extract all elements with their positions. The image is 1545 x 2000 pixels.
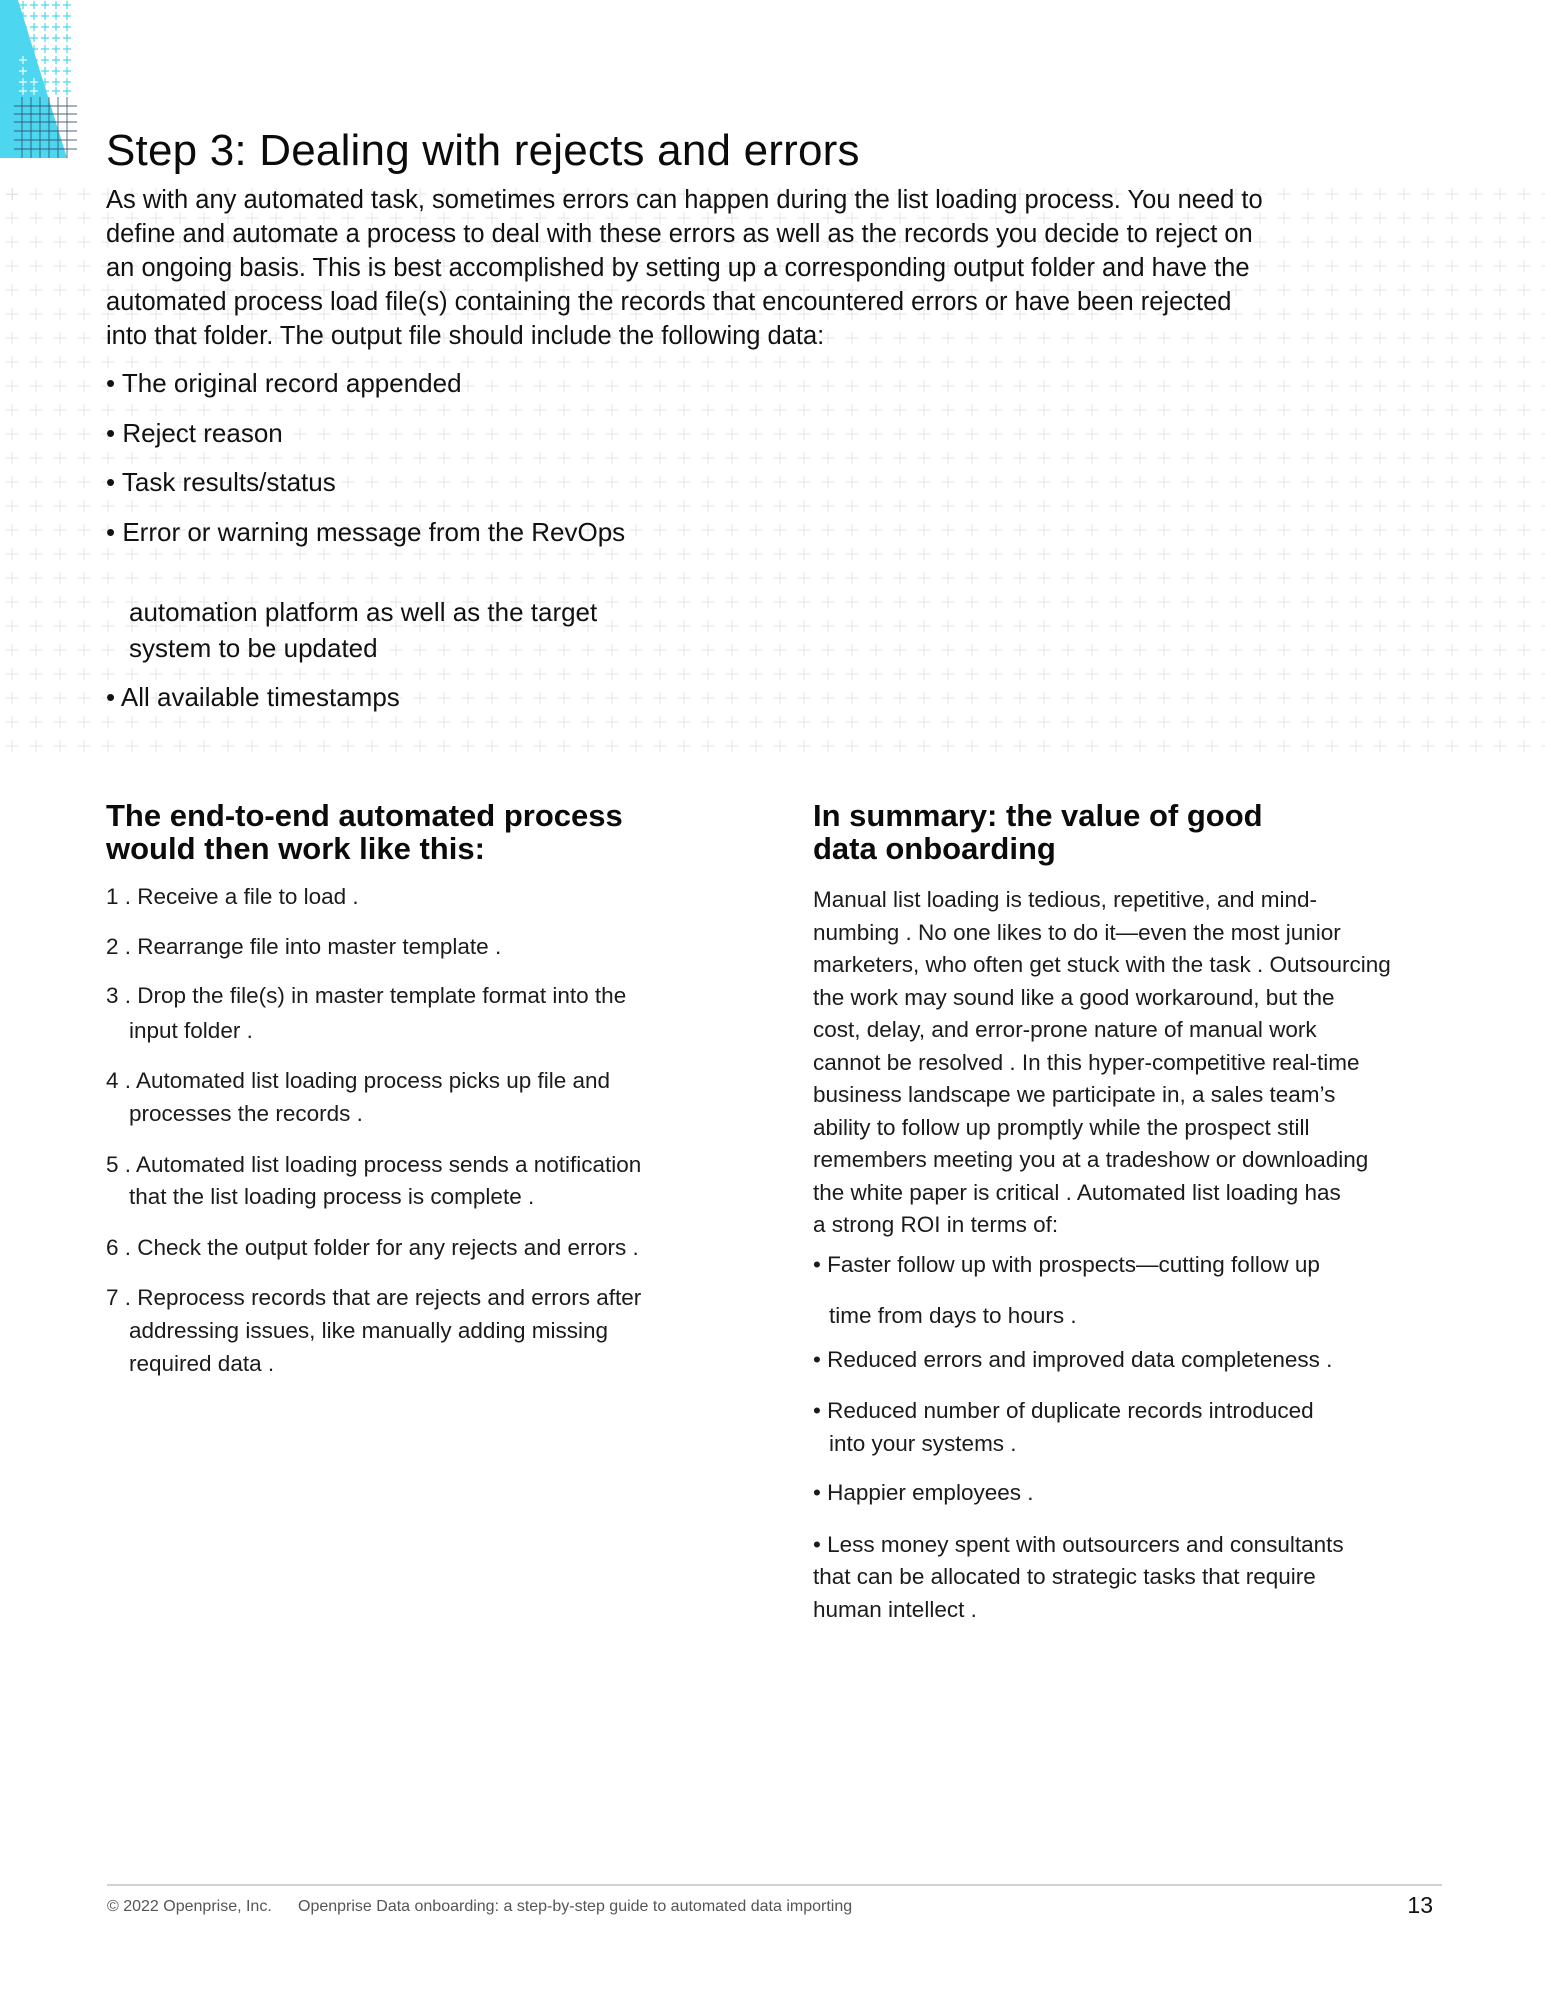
bullet-item: • Reject reason	[106, 418, 283, 448]
paragraph-line: remembers meeting you at a tradeshow or downloading	[813, 1147, 1369, 1172]
step-item-4: 4 . Automated list loading process picks up file and	[106, 1068, 611, 1093]
footer-divider	[107, 1884, 1442, 1886]
heading-line: The end-to-end automated process	[106, 798, 623, 833]
paragraph-line: a strong ROI in terms of:	[813, 1212, 1059, 1237]
paragraph-line: business landscape we participate in, a sales team’s	[813, 1082, 1336, 1107]
step-item-7-continued: addressing issues, like manually adding missing	[129, 1318, 608, 1343]
step-item-7-continued: required data .	[129, 1351, 275, 1376]
bullet-item: • Task results/status	[106, 467, 336, 497]
bullet-item: • Error or warning message from the RevOps	[106, 517, 626, 547]
benefit-item-continued: into your systems .	[829, 1431, 1017, 1456]
section-title: Step 3: Dealing with rejects and errors	[106, 126, 860, 175]
intro-line: into that folder. The output file should include the following data:	[106, 322, 825, 350]
benefit-item-continued: that can be allocated to strategic tasks that require	[813, 1564, 1316, 1589]
paragraph-line: marketers, who often get stuck with the task . Outsourcing	[813, 952, 1391, 977]
paragraph-line: cost, delay, and error-prone nature of manual work	[813, 1017, 1317, 1042]
paragraph-line: the work may sound like a good workaround, but the	[813, 984, 1335, 1010]
bullet-item-continued: system to be updated	[129, 633, 378, 663]
benefit-item: • Happier employees .	[813, 1480, 1034, 1505]
paragraph-line: cannot be resolved . In this hyper-competitive real-time	[813, 1049, 1360, 1075]
intro-line: As with any automated task, sometimes errors can happen during the list loading process. You need to	[106, 186, 1263, 214]
step-item-5: 5 . Automated list loading process sends a notification	[106, 1152, 642, 1177]
step-item-6: 6 . Check the output folder for any rejects and errors .	[106, 1235, 639, 1260]
heading-line: In summary: the value of good	[813, 798, 1263, 833]
footer-document-title: Openprise Data onboarding: a step-by-step guide to automated data importing	[298, 1898, 853, 1915]
benefit-item-continued: time from days to hours .	[829, 1303, 1077, 1328]
intro-paragraph	[106, 183, 1263, 353]
process-heading	[106, 799, 623, 865]
heading-line: would then work like this:	[106, 831, 485, 866]
paragraph-line: the white paper is critical . Automated list loading has	[813, 1179, 1341, 1205]
heading-line: data onboarding	[813, 831, 1056, 866]
page-number: 13	[1407, 1892, 1433, 1918]
summary-heading	[813, 799, 1263, 865]
benefit-item: • Reduced errors and improved data completeness .	[813, 1347, 1333, 1372]
intro-line: an ongoing basis. This is best accomplished by setting up a corresponding output folder and have the	[106, 254, 1250, 282]
benefit-item: • Reduced number of duplicate records introduced	[813, 1398, 1314, 1423]
paragraph-line: Manual list loading is tedious, repetitive, and mind-	[813, 887, 1318, 912]
step-item-3-continued: input folder .	[129, 1018, 253, 1043]
step-item-1: 1 . Receive a file to load .	[106, 884, 359, 909]
bullet-item: • All available timestamps	[106, 682, 400, 712]
step-item-7: 7 . Reprocess records that are rejects and errors after	[106, 1285, 642, 1310]
paragraph-line: ability to follow up promptly while the prospect still	[813, 1114, 1310, 1140]
intro-line: define and automate a process to deal with these errors as well as the records you decide to reject on	[106, 220, 1253, 248]
benefit-item-continued: human intellect .	[813, 1597, 977, 1622]
step-item-2: 2 . Rearrange file into master template .	[106, 934, 502, 959]
step-item-4-continued: processes the records .	[129, 1101, 363, 1126]
cyan-triangle-with-grid-icon	[0, 0, 80, 162]
step-item-3: 3 . Drop the file(s) in master template format into the	[106, 983, 627, 1008]
footer-copyright: © 2022 Openprise, Inc.	[107, 1898, 272, 1915]
bullet-item-continued: automation platform as well as the target	[129, 597, 598, 627]
paragraph-line: numbing . No one likes to do it—even the most junior	[813, 919, 1341, 945]
step-item-5-continued: that the list loading process is complete .	[129, 1184, 535, 1209]
benefit-item: • Faster follow up with prospects—cutting follow up	[813, 1252, 1320, 1277]
summary-paragraph	[813, 884, 1391, 1242]
benefit-item: • Less money spent with outsourcers and consultants	[813, 1532, 1344, 1557]
intro-line: automated process load file(s) containing the records that encountered errors or have been rejected	[106, 288, 1232, 316]
bullet-item: • The original record appended	[106, 368, 462, 398]
